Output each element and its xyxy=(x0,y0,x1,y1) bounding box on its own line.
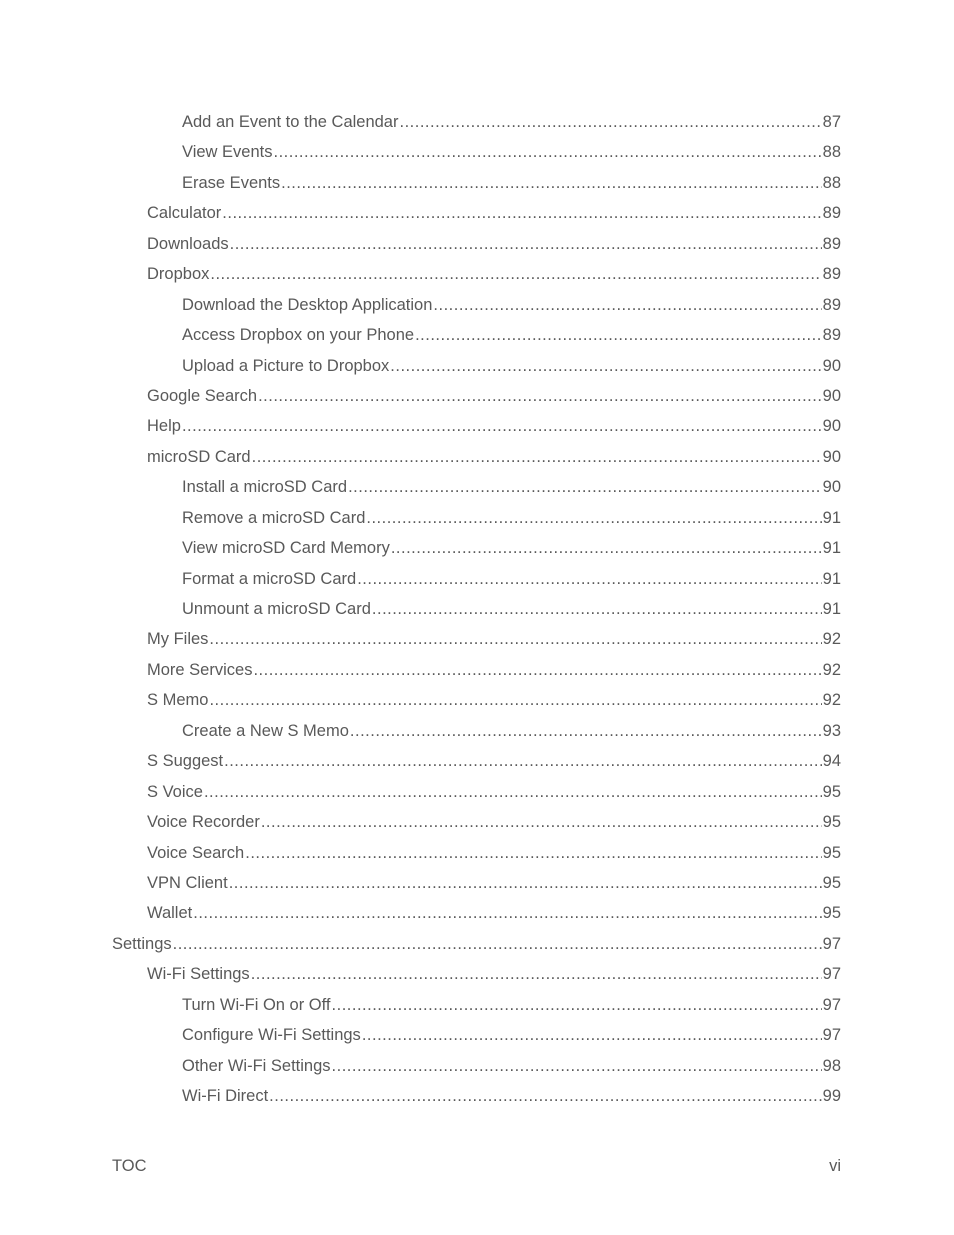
toc-entry-page: 95 xyxy=(822,904,841,923)
toc-entry[interactable] xyxy=(112,229,841,259)
toc-entry-title: Voice Search xyxy=(147,843,245,862)
toc-entry[interactable] xyxy=(112,929,841,959)
toc-dot-leader xyxy=(390,351,821,381)
toc-entry-title: Remove a microSD Card xyxy=(182,508,366,527)
toc-entry-title: Access Dropbox on your Phone xyxy=(182,326,415,345)
toc-entry-page: 98 xyxy=(822,1056,841,1075)
toc-entry[interactable] xyxy=(112,838,841,868)
toc-entry-page: 89 xyxy=(822,265,841,284)
toc-dot-leader xyxy=(229,868,822,898)
toc-entry-page: 94 xyxy=(822,752,841,771)
toc-entry[interactable] xyxy=(112,503,841,533)
toc-entry-title: S Memo xyxy=(147,691,209,710)
toc-entry[interactable] xyxy=(112,137,841,167)
toc-dot-leader xyxy=(281,168,822,198)
toc-entry-page: 90 xyxy=(822,386,841,405)
toc-entry-title: Dropbox xyxy=(147,265,210,284)
toc-dot-leader xyxy=(210,259,821,289)
toc-entry[interactable] xyxy=(112,655,841,685)
toc-dot-leader xyxy=(204,777,822,807)
toc-entry[interactable] xyxy=(112,959,841,989)
toc-entry-page: 89 xyxy=(822,204,841,223)
toc-dot-leader xyxy=(348,472,822,502)
toc-entry-title: Configure Wi-Fi Settings xyxy=(182,1026,361,1045)
toc-entry[interactable] xyxy=(112,624,841,654)
toc-entry-title: Wi-Fi Settings xyxy=(147,965,250,984)
toc-entry-page: 90 xyxy=(822,417,841,436)
toc-entry-title: S Voice xyxy=(147,782,203,801)
toc-dot-leader xyxy=(433,290,821,320)
toc-entry-page: 95 xyxy=(822,813,841,832)
toc-entry-title: Voice Recorder xyxy=(147,813,260,832)
toc-entry-title: Add an Event to the Calendar xyxy=(182,113,399,131)
toc-entry[interactable] xyxy=(112,533,841,563)
toc-entry-page: 99 xyxy=(822,1087,841,1105)
toc-entry-page: 87 xyxy=(822,113,841,131)
toc-entry-page: 88 xyxy=(822,143,841,162)
toc-dot-leader xyxy=(332,1051,822,1081)
toc-entry[interactable] xyxy=(112,807,841,837)
toc-entry-page: 89 xyxy=(822,295,841,314)
toc-dot-leader xyxy=(258,381,822,411)
toc-entry-title: Other Wi-Fi Settings xyxy=(182,1056,331,1075)
toc-dot-leader xyxy=(253,655,821,685)
toc-entry-title: View microSD Card Memory xyxy=(182,539,390,558)
toc-entry[interactable] xyxy=(112,259,841,289)
toc-entry-title: VPN Client xyxy=(147,873,228,892)
toc-entry-title: Calculator xyxy=(147,204,222,223)
footer-page-number: vi xyxy=(829,1157,841,1175)
toc-dot-leader xyxy=(350,716,822,746)
toc-entry[interactable] xyxy=(112,594,841,624)
toc-entry[interactable] xyxy=(112,990,841,1020)
toc-entry-title: Settings xyxy=(112,934,172,953)
toc-entry-title: Google Search xyxy=(147,386,258,405)
toc-entry-page: 90 xyxy=(822,478,841,497)
toc-dot-leader xyxy=(222,198,821,228)
table-of-contents xyxy=(112,107,841,1111)
toc-entry-title: Downloads xyxy=(147,234,229,253)
toc-entry[interactable] xyxy=(112,746,841,776)
toc-entry[interactable] xyxy=(112,1051,841,1081)
toc-entry-page: 91 xyxy=(822,569,841,588)
toc-dot-leader xyxy=(182,411,822,441)
toc-dot-leader xyxy=(372,594,822,624)
toc-entry[interactable] xyxy=(112,198,841,228)
toc-dot-leader xyxy=(391,533,822,563)
toc-entry-title: microSD Card xyxy=(147,447,251,466)
toc-entry-page: 91 xyxy=(822,539,841,558)
toc-dot-leader xyxy=(269,1081,821,1111)
toc-entry[interactable] xyxy=(112,472,841,502)
toc-entry-page: 89 xyxy=(822,234,841,253)
toc-dot-leader xyxy=(209,624,821,654)
toc-entry-page: 90 xyxy=(822,447,841,466)
toc-entry-page: 95 xyxy=(822,843,841,862)
toc-entry[interactable] xyxy=(112,320,841,350)
toc-entry-page: 97 xyxy=(822,1026,841,1045)
toc-entry[interactable] xyxy=(112,716,841,746)
toc-dot-leader xyxy=(332,990,822,1020)
toc-entry-title: View Events xyxy=(182,143,273,162)
toc-dot-leader xyxy=(357,564,821,594)
toc-entry-page: 90 xyxy=(822,356,841,375)
toc-entry-title: More Services xyxy=(147,660,253,679)
toc-entry-title: Help xyxy=(147,417,181,436)
toc-entry-title: Wi-Fi Direct xyxy=(182,1087,269,1105)
toc-entry[interactable] xyxy=(112,898,841,928)
toc-entry-title: S Suggest xyxy=(147,752,224,771)
toc-entry-page: 91 xyxy=(822,600,841,618)
toc-dot-leader xyxy=(209,685,821,715)
toc-entry-title: Unmount a microSD Card xyxy=(182,600,371,618)
toc-entry-title: Download the Desktop Application xyxy=(182,295,433,314)
toc-entry-page: 91 xyxy=(822,508,841,527)
toc-dot-leader xyxy=(252,442,822,472)
toc-entry[interactable] xyxy=(112,381,841,411)
toc-entry-page: 89 xyxy=(822,326,841,345)
toc-entry-page: 95 xyxy=(822,782,841,801)
toc-entry-page: 93 xyxy=(822,721,841,740)
toc-entry[interactable] xyxy=(112,1020,841,1050)
toc-entry-page: 97 xyxy=(822,995,841,1014)
toc-dot-leader xyxy=(251,959,822,989)
toc-entry-title: Erase Events xyxy=(182,173,281,192)
toc-dot-leader xyxy=(362,1020,822,1050)
toc-entry[interactable] xyxy=(112,290,841,320)
toc-entry[interactable] xyxy=(112,107,841,137)
toc-entry-title: Upload a Picture to Dropbox xyxy=(182,356,390,375)
toc-entry-page: 95 xyxy=(822,873,841,892)
toc-entry-title: Turn Wi-Fi On or Off xyxy=(182,995,331,1014)
footer-section-label: TOC xyxy=(112,1157,147,1175)
toc-entry-page: 88 xyxy=(822,173,841,192)
toc-entry[interactable] xyxy=(112,351,841,381)
toc-entry-page: 92 xyxy=(822,660,841,679)
toc-entry-title: Wallet xyxy=(147,904,193,923)
toc-entry[interactable] xyxy=(112,868,841,898)
toc-dot-leader xyxy=(415,320,822,350)
toc-entry-title: Create a New S Memo xyxy=(182,721,349,740)
toc-entry[interactable] xyxy=(112,777,841,807)
toc-entry-title: Format a microSD Card xyxy=(182,569,357,588)
toc-dot-leader xyxy=(274,137,822,167)
toc-entry[interactable] xyxy=(112,685,841,715)
toc-entry[interactable] xyxy=(112,442,841,472)
toc-entry-page: 97 xyxy=(822,934,841,953)
toc-dot-leader xyxy=(224,746,822,776)
toc-dot-leader xyxy=(245,838,821,868)
toc-entry-page: 97 xyxy=(822,965,841,984)
toc-dot-leader xyxy=(366,503,821,533)
toc-entry-page: 92 xyxy=(822,691,841,710)
toc-entry[interactable] xyxy=(112,168,841,198)
toc-entry-title: My Files xyxy=(147,630,209,649)
toc-entry-page: 92 xyxy=(822,630,841,649)
toc-dot-leader xyxy=(193,898,821,928)
toc-entry[interactable] xyxy=(112,1081,841,1111)
toc-entry[interactable] xyxy=(112,411,841,441)
toc-entry-title: Install a microSD Card xyxy=(182,478,348,497)
toc-dot-leader xyxy=(230,229,822,259)
toc-dot-leader xyxy=(399,107,821,137)
toc-entry[interactable] xyxy=(112,564,841,594)
toc-dot-leader xyxy=(261,807,822,837)
toc-dot-leader xyxy=(173,929,822,959)
